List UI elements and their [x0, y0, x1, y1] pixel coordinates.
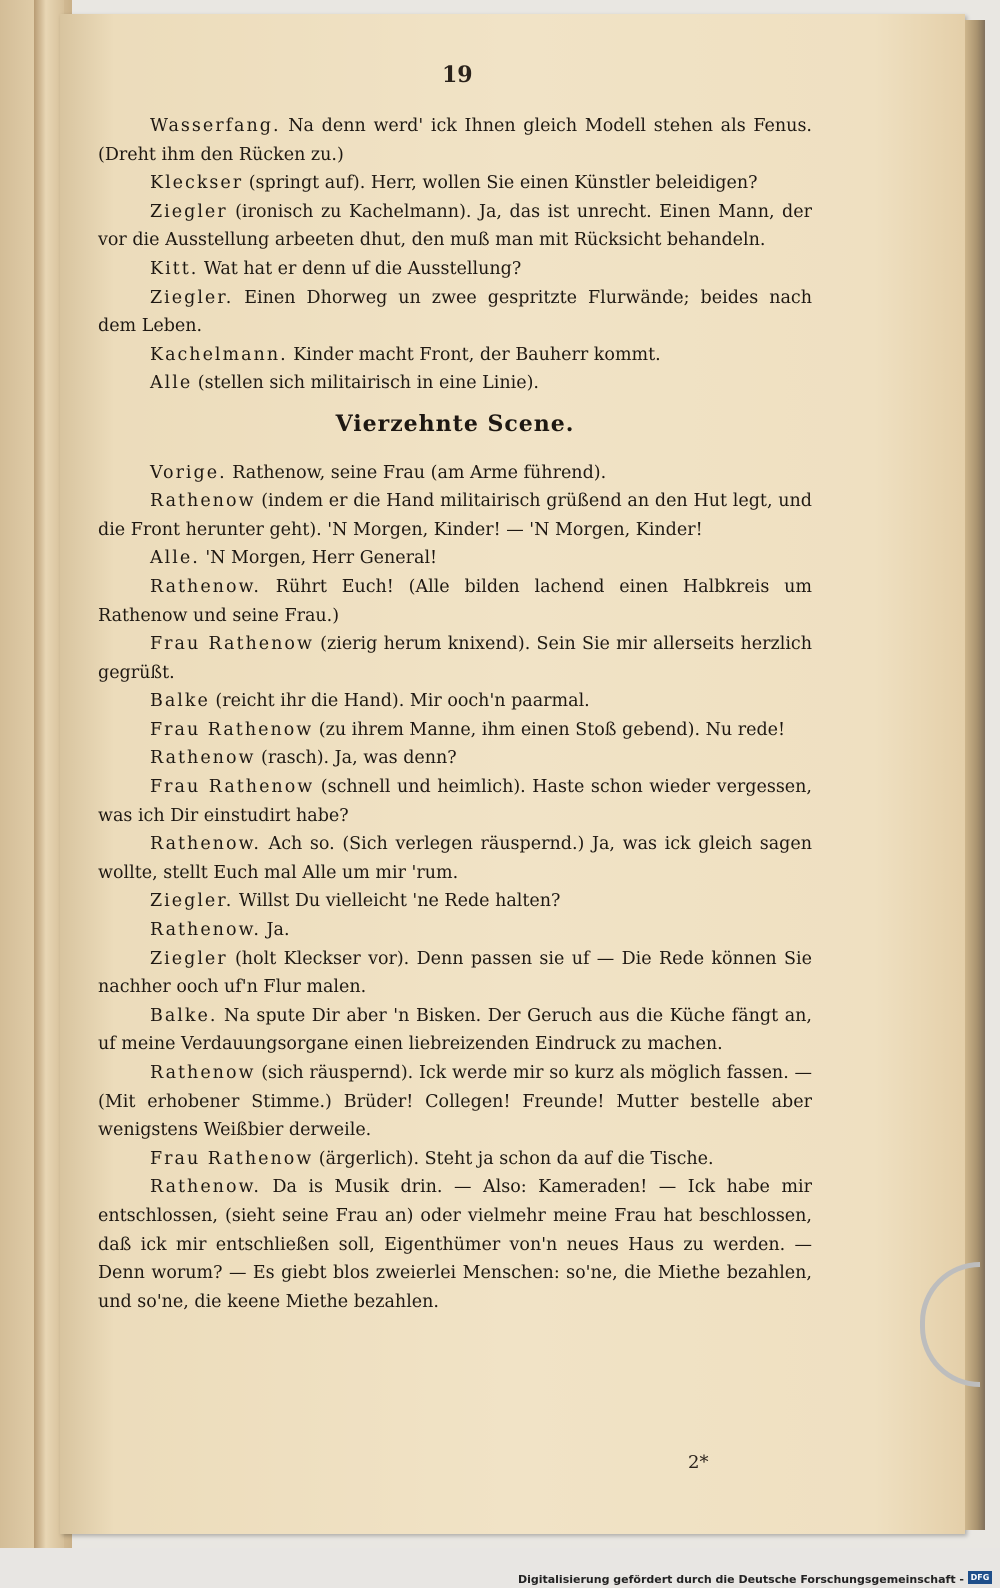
- dialogue-text: (stellen sich militairisch in eine Linie).: [192, 373, 539, 394]
- dialogue-text: Rathenow, seine Frau (am Arme führend).: [226, 462, 607, 483]
- dialogue-line: [98, 830, 812, 887]
- sheet-signature: 2*: [688, 1452, 709, 1473]
- dialogue-line: [98, 1145, 812, 1174]
- dialogue-text: (holt Kleckser vor). Denn passen sie uf — Die Rede können Sie nachher ooch uf'n Flur malen.: [98, 948, 812, 998]
- dialogue-line: [98, 773, 812, 830]
- scene-heading: Vierzehnte Scene.: [335, 410, 575, 437]
- speaker-name: Ziegler.: [150, 891, 234, 912]
- speaker-name: Rathenow: [150, 491, 256, 512]
- dialogue-line: [98, 573, 812, 630]
- dialogue-line: [98, 169, 812, 198]
- speaker-name: Rathenow.: [150, 1177, 261, 1198]
- dialogue-block-2: [98, 459, 812, 1317]
- dialogue-text: (ironisch zu Kachelmann). Ja, das ist unrecht. Einen Mann, der vor die Ausstellung arbeeten dhut, den muß man mit Rücksicht behandeln.: [98, 201, 812, 251]
- dialogue-text: (ärgerlich). Steht ja schon da auf die Tische.: [313, 1148, 714, 1169]
- dialogue-text: Na denn werd' ick Ihnen gleich Modell stehen als Fenus. (Dreht ihm den Rücken zu.): [98, 116, 812, 165]
- dialogue-text: 'N Morgen, Herr General!: [199, 548, 438, 569]
- dialogue-text: Kinder macht Front, der Bauherr kommt.: [287, 344, 661, 365]
- dialogue-line: [98, 887, 812, 916]
- dialogue-line: [98, 284, 812, 341]
- dialogue-line: [98, 945, 812, 1002]
- speaker-name: Rathenow: [150, 1063, 256, 1083]
- speaker-name: Vorige.: [150, 462, 227, 483]
- dialogue-line: [98, 341, 812, 370]
- dialogue-line: [98, 630, 812, 687]
- dialogue-text: Rührt Euch! (Alle bilden lachend einen Halbkreis um Rathenow und seine Frau.): [98, 576, 812, 626]
- speaker-name: Ziegler: [150, 201, 228, 222]
- dialogue-text: (reicht ihr die Hand). Mir ooch'n paarmal.: [209, 691, 590, 712]
- dialogue-text: Na spute Dir aber 'n Bisken. Der Geruch aus die Küche fängt an, uf meine Verdauungsorgane einen liebreizenden Eindruck zu machen.: [98, 1005, 812, 1055]
- speaker-name: Rathenow: [150, 748, 256, 769]
- dialogue-block-1: [98, 112, 812, 398]
- dialogue-text: Ja.: [260, 920, 290, 941]
- speaker-name: Rathenow.: [150, 920, 261, 941]
- dialogue-line: [98, 1002, 812, 1059]
- dialogue-line: [98, 744, 812, 773]
- speaker-name: Kleckser: [150, 173, 244, 194]
- dialogue-line: [98, 544, 812, 573]
- dialogue-text: Einen Dhorweg un zwee gespritzte Flurwände; beides nach dem Leben.: [98, 287, 812, 337]
- dialogue-line: [98, 916, 812, 945]
- speaker-name: Ziegler.: [150, 287, 234, 308]
- dialogue-text: Da is Musik drin. — Also: Kameraden! — Ick habe mir entschlossen, (sieht seine Frau an) oder vielmehr meine Frau hat beschlossen, daß ick mir entschließen soll, Eigenthümer von'n neues Haus zu werden. — Denn worum? — Es giebt blos zweierlei Menschen: so'ne, die Miethe bezahlen, und so'ne, die keene Miethe bezahlen.: [98, 1177, 812, 1312]
- dialogue-line: [98, 487, 812, 544]
- dialogue-line: [98, 112, 812, 169]
- dialogue-text: (indem er die Hand militairisch grüßend an den Hut legt, und die Front herunter geht). 'N Morgen, Kinder! — 'N Morgen, Kinder!: [98, 491, 812, 540]
- dialogue-line: [98, 369, 812, 398]
- speaker-name: Rathenow.: [150, 576, 261, 597]
- dialogue-line: [98, 1059, 812, 1145]
- dialogue-text: Ach so. (Sich verlegen räuspernd.) Ja, was ick gleich sagen wollte, stellt Euch mal Alle um mir 'rum.: [98, 834, 812, 883]
- speaker-name: Kitt.: [150, 258, 199, 279]
- speaker-name: Alle: [150, 373, 193, 394]
- dfg-logo: DFG: [968, 1571, 992, 1584]
- dialogue-text: (zierig herum knixend). Sein Sie mir allerseits herzlich gegrüßt.: [98, 634, 812, 683]
- page-text: [98, 112, 812, 1316]
- dialogue-text: Willst Du vielleicht 'ne Rede halten?: [233, 891, 561, 912]
- dialogue-text: (sich räuspernd). Ick werde mir so kurz als möglich fassen. — (Mit erhobener Stimme.) Brüder! Collegen! Freunde! Mutter bestelle aber wenigstens Weißbier derweile.: [98, 1063, 812, 1141]
- dialogue-text: Wat hat er denn uf die Ausstellung?: [198, 258, 522, 279]
- dialogue-text: (zu ihrem Manne, ihm einen Stoß gebend). Nu rede!: [313, 719, 786, 740]
- speaker-name: Alle.: [150, 548, 200, 569]
- speaker-name: Frau Rathenow: [150, 634, 314, 655]
- dialogue-line: [98, 459, 812, 488]
- speaker-name: Ziegler: [150, 948, 228, 969]
- dialogue-text: (rasch). Ja, was denn?: [255, 748, 457, 769]
- speaker-name: Frau Rathenow: [150, 777, 315, 798]
- dialogue-line: [98, 716, 812, 745]
- speaker-name: Balke.: [150, 1005, 218, 1026]
- speaker-name: Rathenow.: [150, 834, 261, 855]
- speaker-name: Frau Rathenow: [150, 719, 314, 740]
- speaker-name: Balke: [150, 691, 210, 712]
- dialogue-text: (schnell und heimlich). Haste schon wieder vergessen, was ich Dir einstudirt habe?: [98, 777, 812, 826]
- speaker-name: Kachelmann.: [150, 344, 288, 365]
- dialogue-line: [98, 255, 812, 284]
- dialogue-line: [98, 687, 812, 716]
- footer-credit: Digitalisierung gefördert durch die Deutsche Forschungsgemeinschaft -: [517, 1573, 964, 1586]
- dialogue-line: [98, 1173, 812, 1316]
- dialogue-line: [98, 198, 812, 255]
- speaker-name: Frau Rathenow: [150, 1148, 314, 1169]
- dialogue-text: (springt auf). Herr, wollen Sie einen Künstler beleidigen?: [243, 173, 758, 194]
- speaker-name: Wasserfang.: [150, 116, 281, 136]
- page-number: 19: [442, 62, 473, 88]
